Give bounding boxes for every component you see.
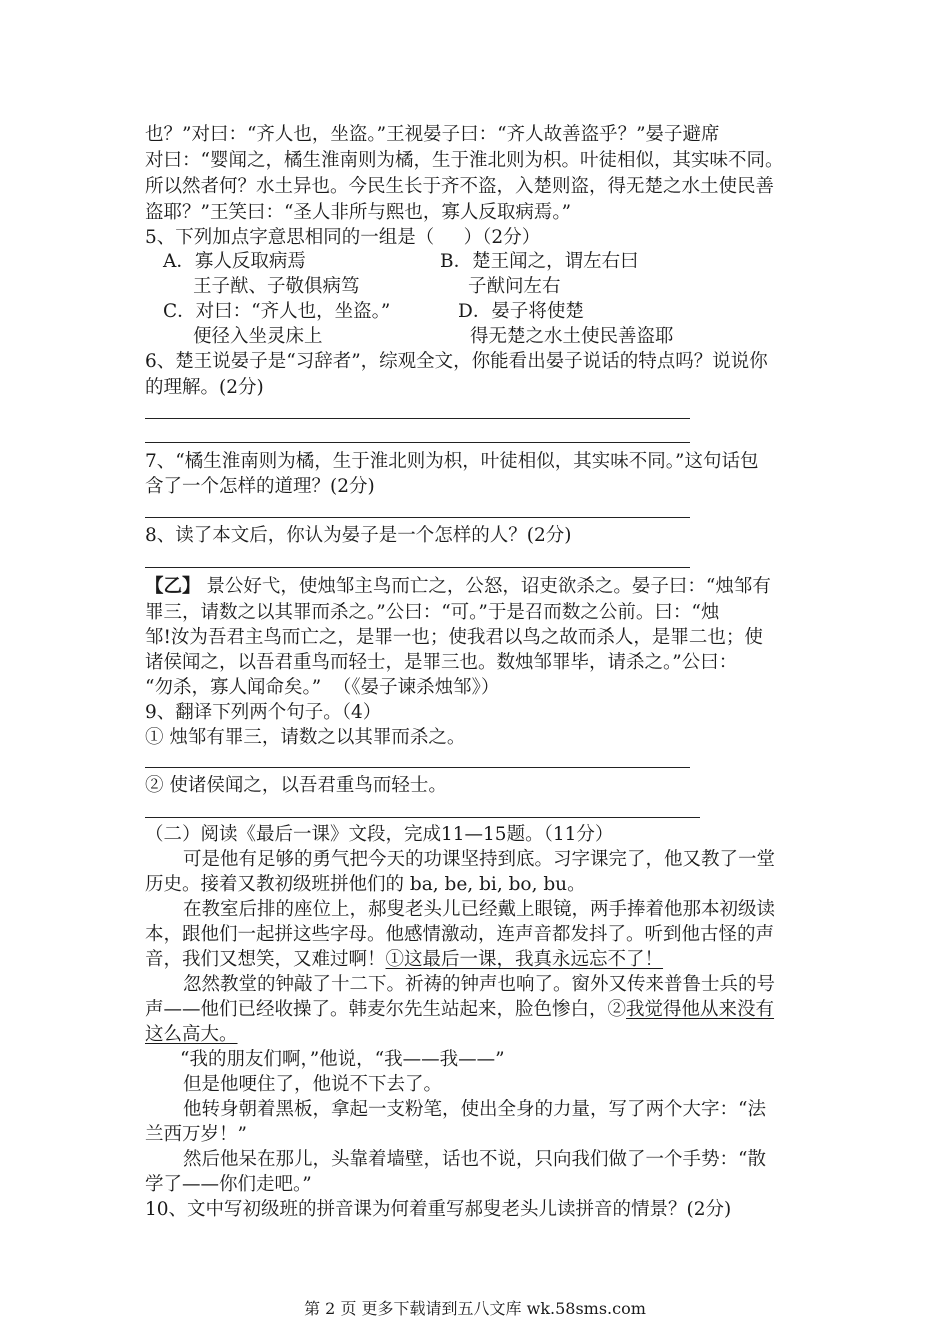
question-9-stem: 9、翻译下列两个句子。（4） <box>145 702 382 723</box>
question-9-sentence-2: ② 使诸侯闻之，以吾君重鸟而轻士。 <box>145 775 447 796</box>
passage-a-line: 对曰：“婴闻之，橘生淮南则为橘，生于淮北则为枳。叶徒相似，其实味不同。 <box>145 150 784 171</box>
passage-b-line: “勿杀，寡人闻命矣。” （《晏子谏杀烛邹》） <box>145 677 500 698</box>
answer-line[interactable] <box>145 817 700 818</box>
passage-b-tag: 【乙】 <box>145 576 201 597</box>
option-c-line1: C．对曰：“齐人也，坐盗。” <box>163 301 391 322</box>
paragraph-line: 历史。接着又教初级班拼他们的 ba, be, bi, bo, bu。 <box>145 874 586 895</box>
paragraph-line: 他转身朝着黑板，拿起一支粉笔，使出全身的力量，写了两个大字：“法 <box>183 1099 766 1120</box>
underlined-sentence-2: 我觉得他从来没有 <box>626 999 775 1020</box>
paragraph-line: 然后他呆在那儿，头靠着墙壁，话也不说，只向我们做了一个手势：“散 <box>183 1149 766 1170</box>
passage-a-line: 所以然者何？水土异也。今民生长于齐不盗，入楚则盗，得无楚之水土使民善 <box>145 176 775 197</box>
section-heading: （二）阅读《最后一课》文段，完成11—15题。（11分） <box>145 824 614 845</box>
question-6-line: 的理解。(2分) <box>145 377 264 398</box>
passage-b-first-line <box>145 574 771 599</box>
question-8: 8、读了本文后，你认为晏子是一个怎样的人？(2分) <box>145 525 572 546</box>
paragraph-line: 在教室后排的座位上，郝叟老头儿已经戴上眼镜，两手捧着他那本初级读 <box>183 899 776 920</box>
page-footer: 第 2 页 更多下载请到五八文库 wk.58sms.com <box>304 1299 646 1318</box>
underlined-sentence-1: ①这最后一课，我真永远忘不了！ <box>385 949 664 970</box>
option-b-line1: B．楚王闻之，谓左右曰 <box>440 251 639 272</box>
paragraph-line: 忽然教堂的钟敲了十二下。祈祷的钟声也响了。窗外又传来普鲁士兵的号 <box>183 974 776 995</box>
answer-line[interactable] <box>145 767 690 768</box>
paragraph-line: 兰西万岁！” <box>145 1124 247 1145</box>
question-7-line: 7、“橘生淮南则为橘，生于淮北则为枳，叶徒相似，其实味不同。”这句话包 <box>145 451 759 472</box>
option-b-line2: 子猷问左右 <box>468 276 561 297</box>
option-d-line1: D．晏子将使楚 <box>458 301 584 322</box>
question-10: 10、文中写初级班的拼音课为何着重写郝叟老头儿读拼音的情景？(2分) <box>145 1199 732 1220</box>
answer-line[interactable] <box>145 517 690 518</box>
passage-a-line: 盗耶？”王笑曰：“圣人非所与熙也，寡人反取病焉。” <box>145 202 572 223</box>
option-c-line2: 便径入坐灵床上 <box>193 326 323 347</box>
question-5-stem: 5、下列加点字意思相同的一组是（ ）（2分） <box>145 227 541 248</box>
paragraph-text: 声——他们已经收操了。韩麦尔先生站起来，脸色惨白，② <box>145 999 627 1020</box>
paragraph-line: 但是他哽住了，他说不下去了。 <box>183 1074 443 1095</box>
passage-b-line: 邹!汝为吾君主鸟而亡之，是罪一也；使我君以鸟之故而杀人，是罪二也；使 <box>145 627 763 648</box>
paragraph-line: “我的朋友们啊，”他说，“我——我——” <box>180 1049 505 1070</box>
paragraph-line <box>145 997 774 1022</box>
underlined-sentence-2-end: 这么高大。 <box>145 1024 238 1045</box>
passage-b-line: 罪三，请数之以其罪而杀之。”公曰：“可。”于是召而数之公前。曰：“烛 <box>145 602 720 623</box>
paragraph-line: 学了——你们走吧。” <box>145 1174 312 1195</box>
answer-line[interactable] <box>145 442 690 443</box>
paragraph-line <box>145 1022 238 1047</box>
answer-line[interactable] <box>145 418 690 419</box>
passage-a-line: 也？”对曰：“齐人也，坐盗。”王视晏子曰：“齐人故善盗乎？”晏子避席 <box>145 124 720 145</box>
paragraph-line <box>145 947 663 972</box>
option-a-line2: 王子猷、子敬俱病笃 <box>193 276 360 297</box>
option-d-line2: 得无楚之水土使民善盗耶 <box>470 326 674 347</box>
passage-b-line: 诸侯闻之，以吾君重鸟而轻士，是罪三也。数烛邹罪毕，请杀之。”公曰： <box>145 652 738 673</box>
question-7-line: 含了一个怎样的道理？(2分) <box>145 476 375 497</box>
answer-line[interactable] <box>145 567 690 568</box>
paragraph-line: 本，跟他们一起拼这些字母。他感情激动，连声音都发抖了。听到他古怪的声 <box>145 924 775 945</box>
question-9-sentence-1: ① 烛邹有罪三，请数之以其罪而杀之。 <box>145 727 466 748</box>
passage-b-text: 景公好弋，使烛邹主鸟而亡之，公怒，诏吏欲杀之。晏子曰：“烛邹有 <box>200 576 771 597</box>
question-6-line: 6、楚王说晏子是“习辞者”，综观全文，你能看出晏子说话的特点吗？说说你 <box>145 351 768 372</box>
paragraph-line: 可是他有足够的勇气把今天的功课坚持到底。习字课完了，他又教了一堂 <box>183 849 776 870</box>
paragraph-text: 音，我们又想笑，又难过啊！ <box>145 949 386 970</box>
option-a-line1: A．寡人反取病焉 <box>163 251 306 272</box>
